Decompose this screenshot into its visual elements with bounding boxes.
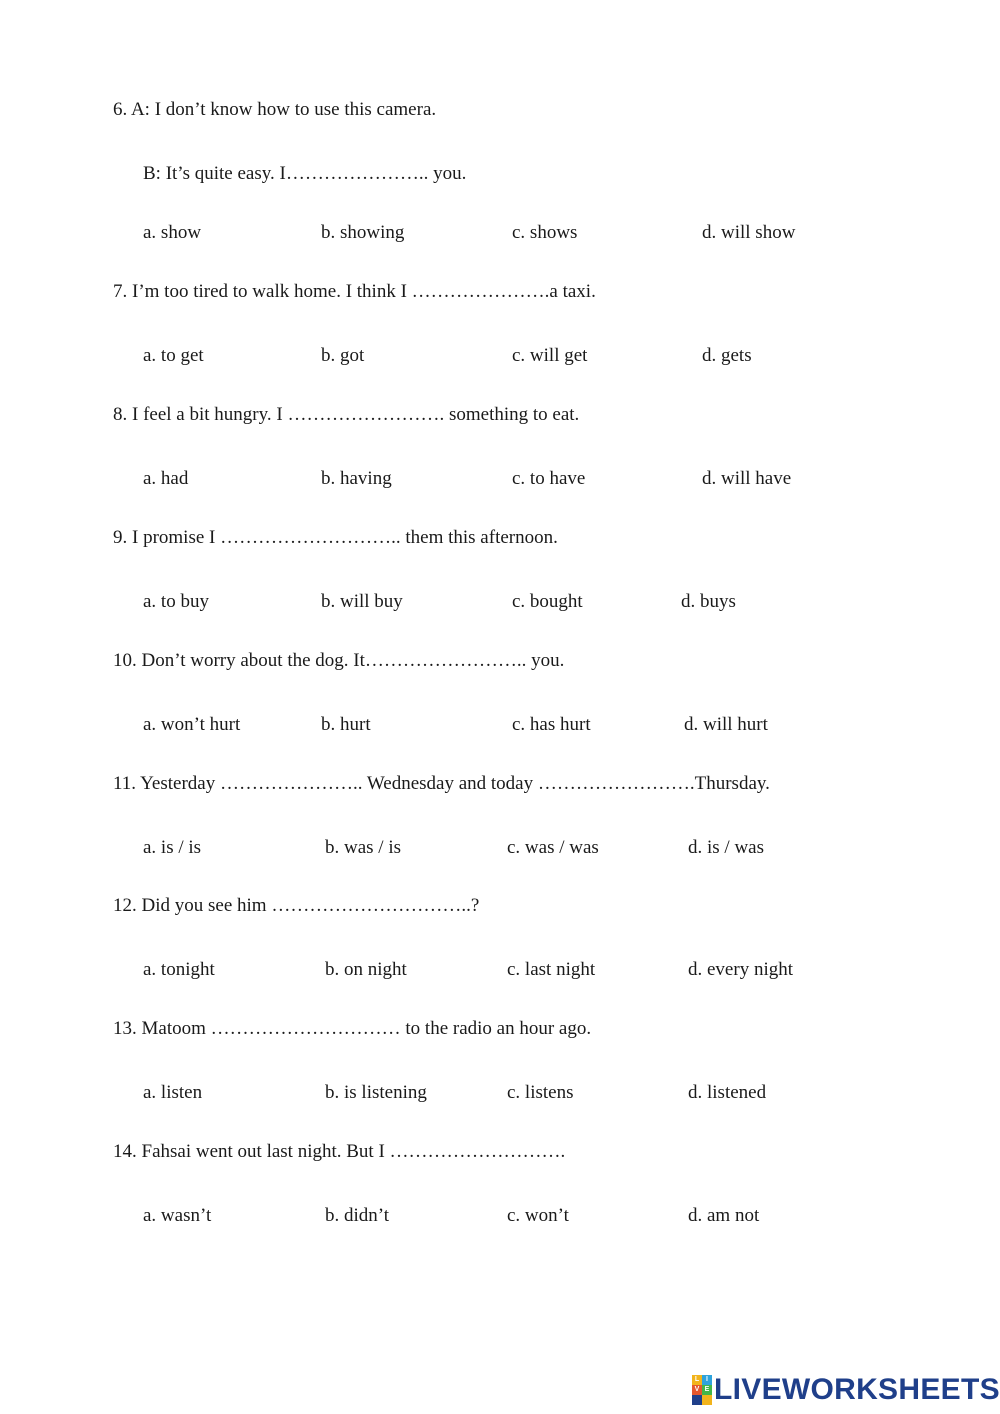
question-9-option-c[interactable]: c. bought xyxy=(512,591,583,612)
liveworksheets-logo xyxy=(692,1372,1000,1408)
question-12-option-a[interactable]: a. tonight xyxy=(143,959,215,980)
question-10-option-a[interactable]: a. won’t hurt xyxy=(143,714,241,735)
question-6-option-d[interactable]: d. will show xyxy=(702,222,796,243)
question-14-option-b[interactable]: b. didn’t xyxy=(325,1205,390,1226)
logo-icon-cell xyxy=(702,1395,712,1405)
logo-icon-cell: I xyxy=(702,1375,712,1385)
question-12-option-d[interactable]: d. every night xyxy=(688,959,794,980)
question-13-option-a[interactable]: a. listen xyxy=(143,1082,203,1103)
question-11-stem: 11. Yesterday ………………….. Wednesday and today …………………….Thursday. xyxy=(113,773,770,794)
question-8-option-c[interactable]: c. to have xyxy=(512,468,586,489)
logo-icon-cell: E xyxy=(702,1385,712,1395)
question-7-option-c[interactable]: c. will get xyxy=(512,345,588,366)
question-8-option-a[interactable]: a. had xyxy=(143,468,189,489)
question-7-option-a[interactable]: a. to get xyxy=(143,345,204,366)
question-9-option-a[interactable]: a. to buy xyxy=(143,591,209,612)
question-6-option-b[interactable]: b. showing xyxy=(321,222,405,243)
question-10-option-d[interactable]: d. will hurt xyxy=(684,714,768,735)
question-6-stem-b: B: It’s quite easy. I………………….. you. xyxy=(143,163,467,184)
question-14-option-c[interactable]: c. won’t xyxy=(507,1205,569,1226)
liveworksheets-logo-text: LIVEWORKSHEETS xyxy=(714,1373,1000,1406)
question-11-option-c[interactable]: c. was / was xyxy=(507,837,599,858)
question-6-option-c[interactable]: c. shows xyxy=(512,222,578,243)
question-10-option-b[interactable]: b. hurt xyxy=(321,714,371,735)
question-9-stem: 9. I promise I ……………………….. them this afternoon. xyxy=(113,527,558,548)
question-8-option-b[interactable]: b. having xyxy=(321,468,392,489)
question-8-stem: 8. I feel a bit hungry. I ……………………. something to eat. xyxy=(113,404,580,425)
question-11-option-b[interactable]: b. was / is xyxy=(325,837,401,858)
question-14-stem: 14. Fahsai went out last night. But I ………………………. xyxy=(113,1141,566,1162)
question-10-stem: 10. Don’t worry about the dog. It…………………….. you. xyxy=(113,650,565,671)
question-7-stem: 7. I’m too tired to walk home. I think I ………………….a taxi. xyxy=(113,281,596,302)
liveworksheets-logo-icon xyxy=(692,1375,712,1405)
question-6-stem: 6. A: I don’t know how to use this camera. xyxy=(113,99,437,120)
question-11-option-a[interactable]: a. is / is xyxy=(143,837,202,858)
question-12-stem: 12. Did you see him …………………………..? xyxy=(113,895,480,916)
question-7-option-b[interactable]: b. got xyxy=(321,345,365,366)
question-10-option-c[interactable]: c. has hurt xyxy=(512,714,591,735)
logo-icon-cell: V xyxy=(692,1385,702,1395)
question-7-option-d[interactable]: d. gets xyxy=(702,345,752,366)
question-13-option-c[interactable]: c. listens xyxy=(507,1082,574,1103)
question-11-option-d[interactable]: d. is / was xyxy=(688,837,764,858)
logo-icon-cell: L xyxy=(692,1375,702,1385)
question-13-option-b[interactable]: b. is listening xyxy=(325,1082,427,1103)
question-12-option-c[interactable]: c. last night xyxy=(507,959,596,980)
question-12-option-b[interactable]: b. on night xyxy=(325,959,407,980)
question-8-option-d[interactable]: d. will have xyxy=(702,468,792,489)
question-6-option-a[interactable]: a. show xyxy=(143,222,202,243)
question-14-option-a[interactable]: a. wasn’t xyxy=(143,1205,212,1226)
question-9-option-b[interactable]: b. will buy xyxy=(321,591,403,612)
question-9-option-d[interactable]: d. buys xyxy=(681,591,736,612)
logo-icon-cell xyxy=(692,1395,702,1405)
question-13-stem: 13. Matoom ………………………… to the radio an hour ago. xyxy=(113,1018,592,1039)
question-13-option-d[interactable]: d. listened xyxy=(688,1082,767,1103)
question-14-option-d[interactable]: d. am not xyxy=(688,1205,760,1226)
